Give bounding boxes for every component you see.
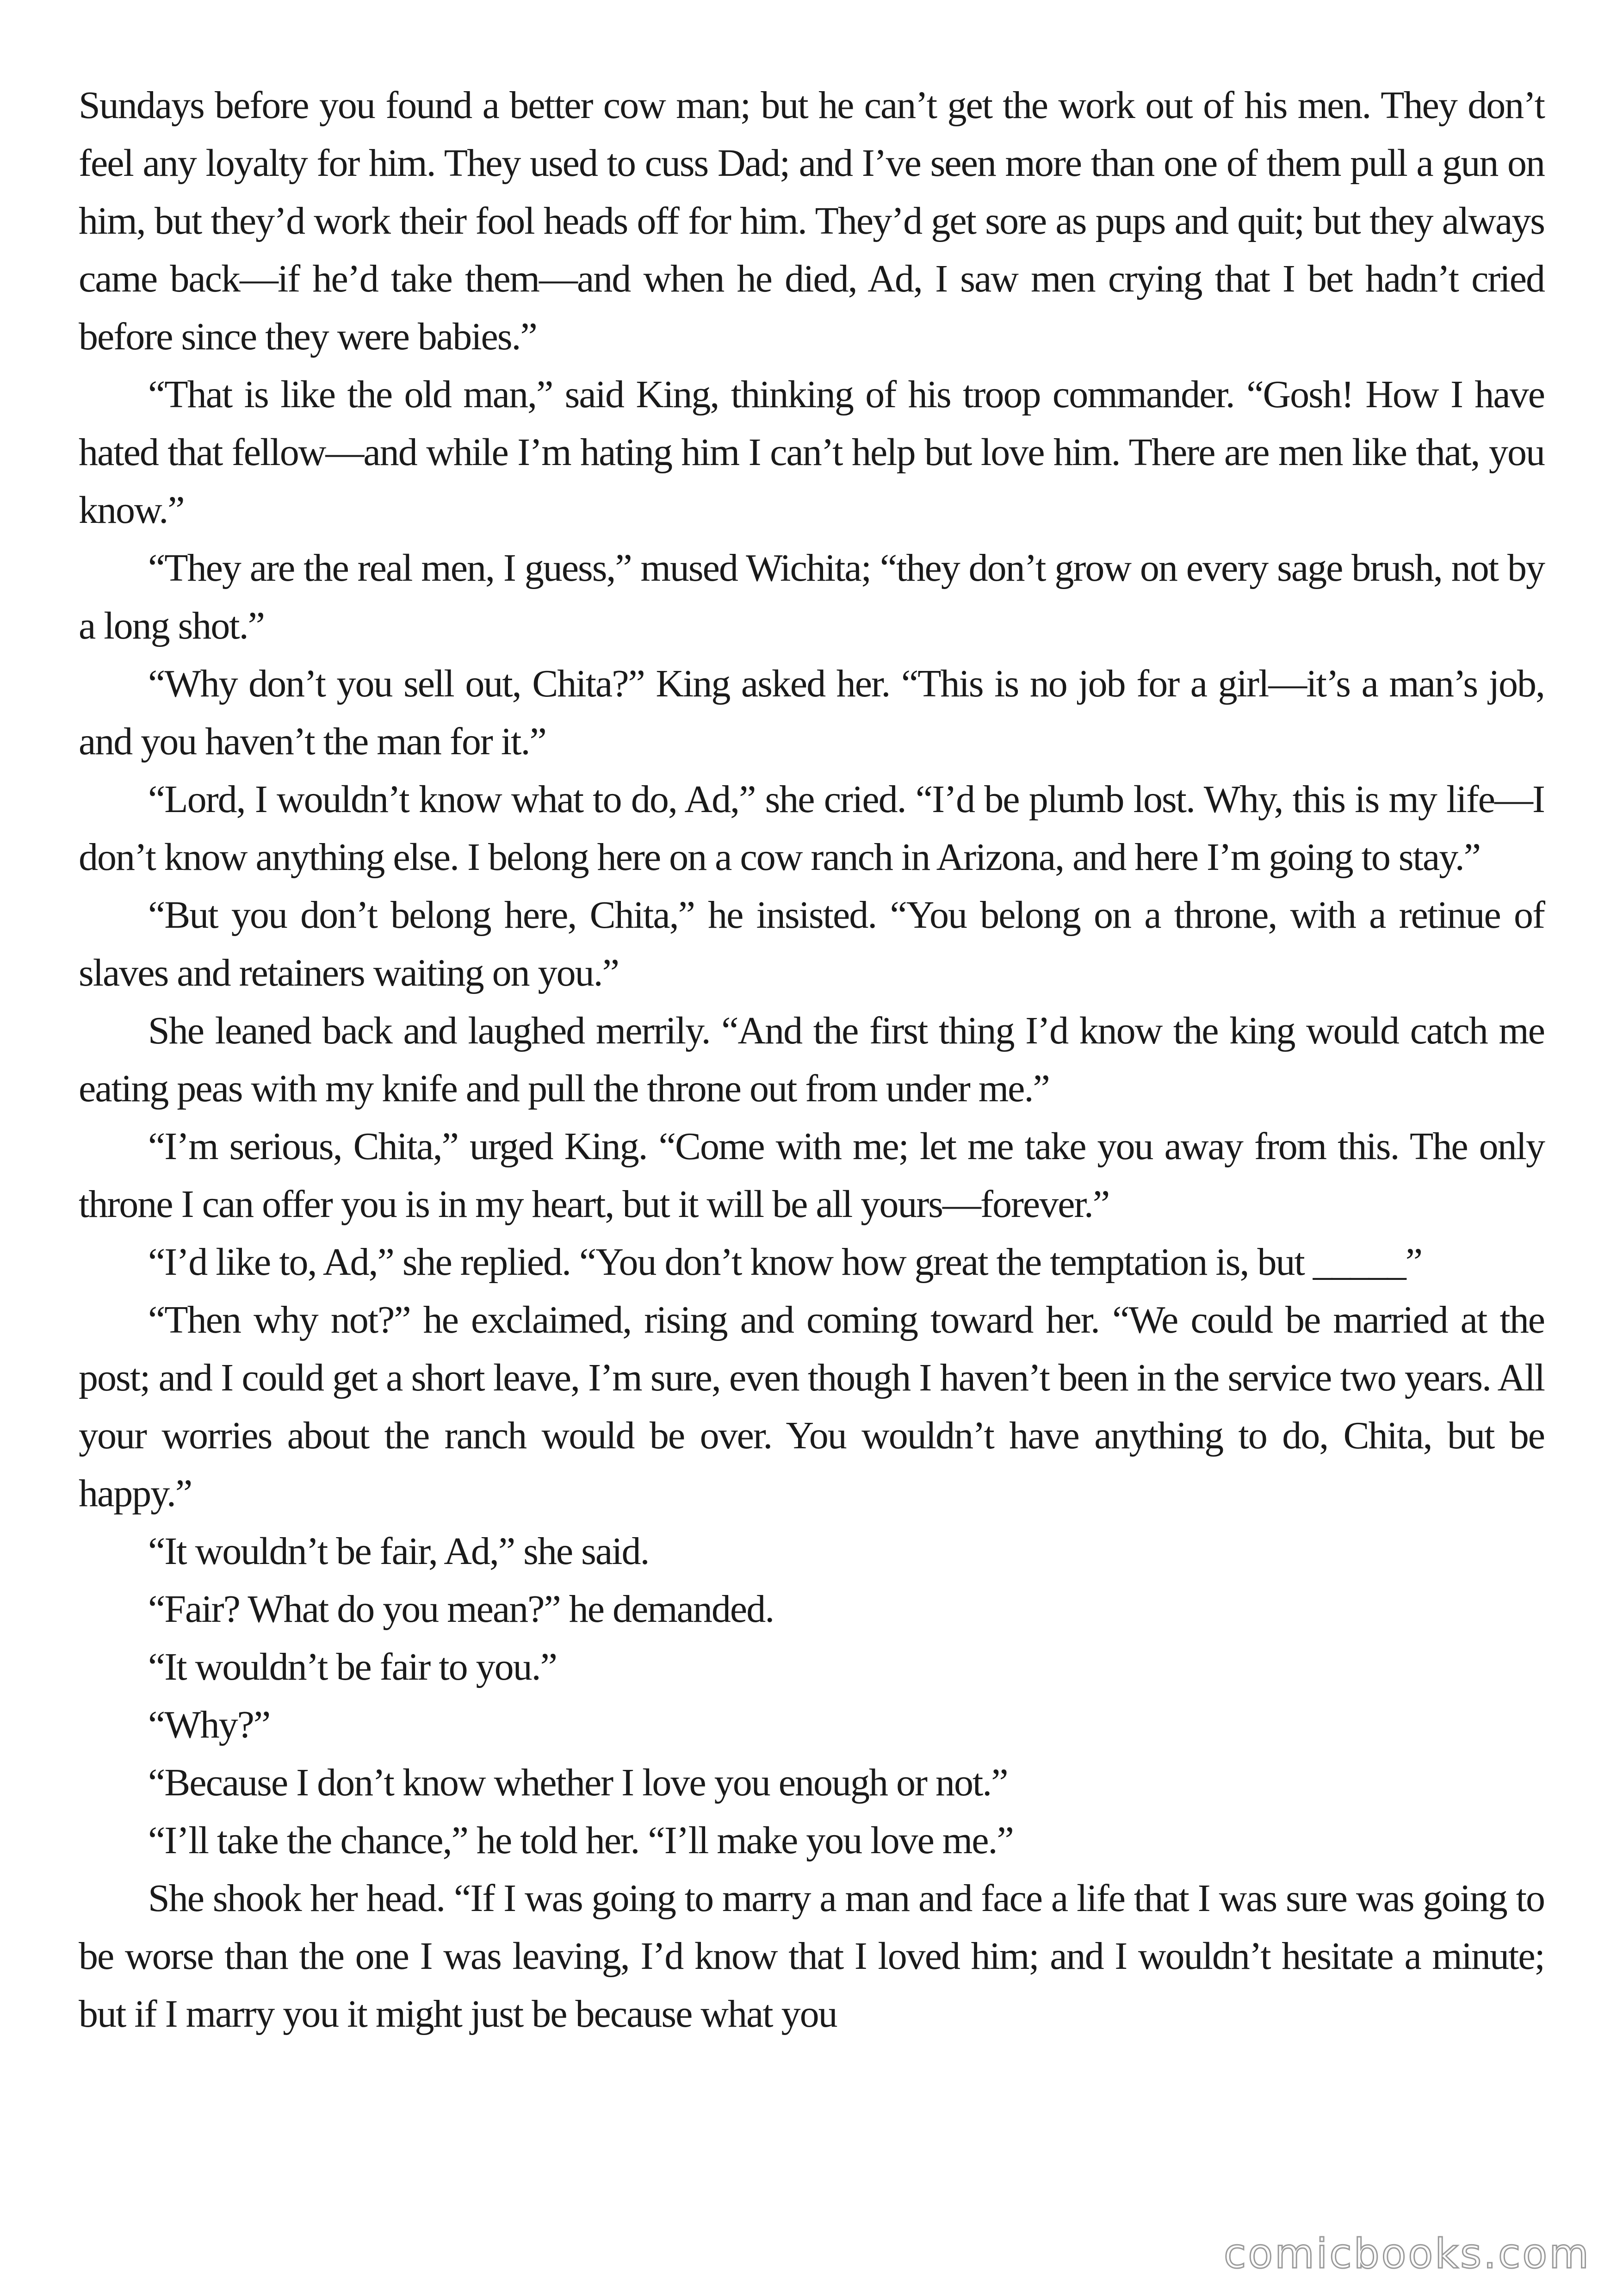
watermark: comicbooks.com: [1223, 2230, 1591, 2277]
paragraph: She shook her head. “If I was going to marry a man and face a life that I was sure was going to be worse than the one I was leaving, I’d know that I loved him; and I wouldn’t hesitate a minute; but if I marry you it might just be because what you: [79, 1877, 1544, 2035]
paragraph: “Then why not?” he exclaimed, rising and coming toward her. “We could be married at the post; and I could get a short leave, I’m sure, even though I haven’t been in the service two years. All your worries about the ranch would be over. You wouldn’t have anything to do, Chita, but be happy.”: [79, 1298, 1544, 1515]
paragraph: “It wouldn’t be fair, Ad,” she said.: [148, 1530, 649, 1573]
paragraph: “I’ll take the chance,” he told her. “I’ll make you love me.”: [148, 1819, 1013, 1862]
paragraph: “Why?”: [148, 1703, 270, 1746]
paragraph: “That is like the old man,” said King, thinking of his troop commander. “Gosh! How I have hated that fellow—and while I’m hating him I can’t help but love him. There are men like that, you know.”: [79, 373, 1544, 532]
paragraph: Sundays before you found a better cow man; but he can’t get the work out of his men. They don’t feel any loyalty for him. They used to cuss Dad; and I’ve seen more than one of them pull a gun on him, but they’d work their fool heads off for him. They’d get sore as pups and quit; but they always came back—if he’d take them—and when he died, Ad, I saw men crying that I bet hadn’t cried before since they were babies.”: [79, 84, 1544, 358]
paragraph: “Fair? What do you mean?” he demanded.: [148, 1588, 774, 1631]
paragraph: “Lord, I wouldn’t know what to do, Ad,” she cried. “I’d be plumb lost. Why, this is my life—I don’t know anything else. I belong here on a cow ranch in Arizona, and here I’m going to stay.”: [79, 778, 1544, 879]
page-body: [79, 76, 1544, 2043]
paragraph: “I’m serious, Chita,” urged King. “Come with me; let me take you away from this. The only throne I can offer you is in my heart, but it will be all yours—forever.”: [79, 1125, 1544, 1226]
paragraph: “But you don’t belong here, Chita,” he insisted. “You belong on a throne, with a retinue of slaves and retainers waiting on you.”: [79, 894, 1544, 994]
paragraph: “Why don’t you sell out, Chita?” King asked her. “This is no job for a girl—it’s a man’s job, and you haven’t the man for it.”: [79, 662, 1544, 763]
paragraph: “It wouldn’t be fair to you.”: [148, 1645, 557, 1688]
paragraph: “I’d like to, Ad,” she replied. “You don’t know how great the temptation is, but _____”: [148, 1241, 1422, 1284]
paragraph: “They are the real men, I guess,” mused Wichita; “they don’t grow on every sage brush, not by a long shot.”: [79, 546, 1544, 647]
paragraph: She leaned back and laughed merrily. “And the first thing I’d know the king would catch me eating peas with my knife and pull the throne out from under me.”: [79, 1009, 1544, 1110]
paragraph: “Because I don’t know whether I love you enough or not.”: [148, 1761, 1008, 1804]
